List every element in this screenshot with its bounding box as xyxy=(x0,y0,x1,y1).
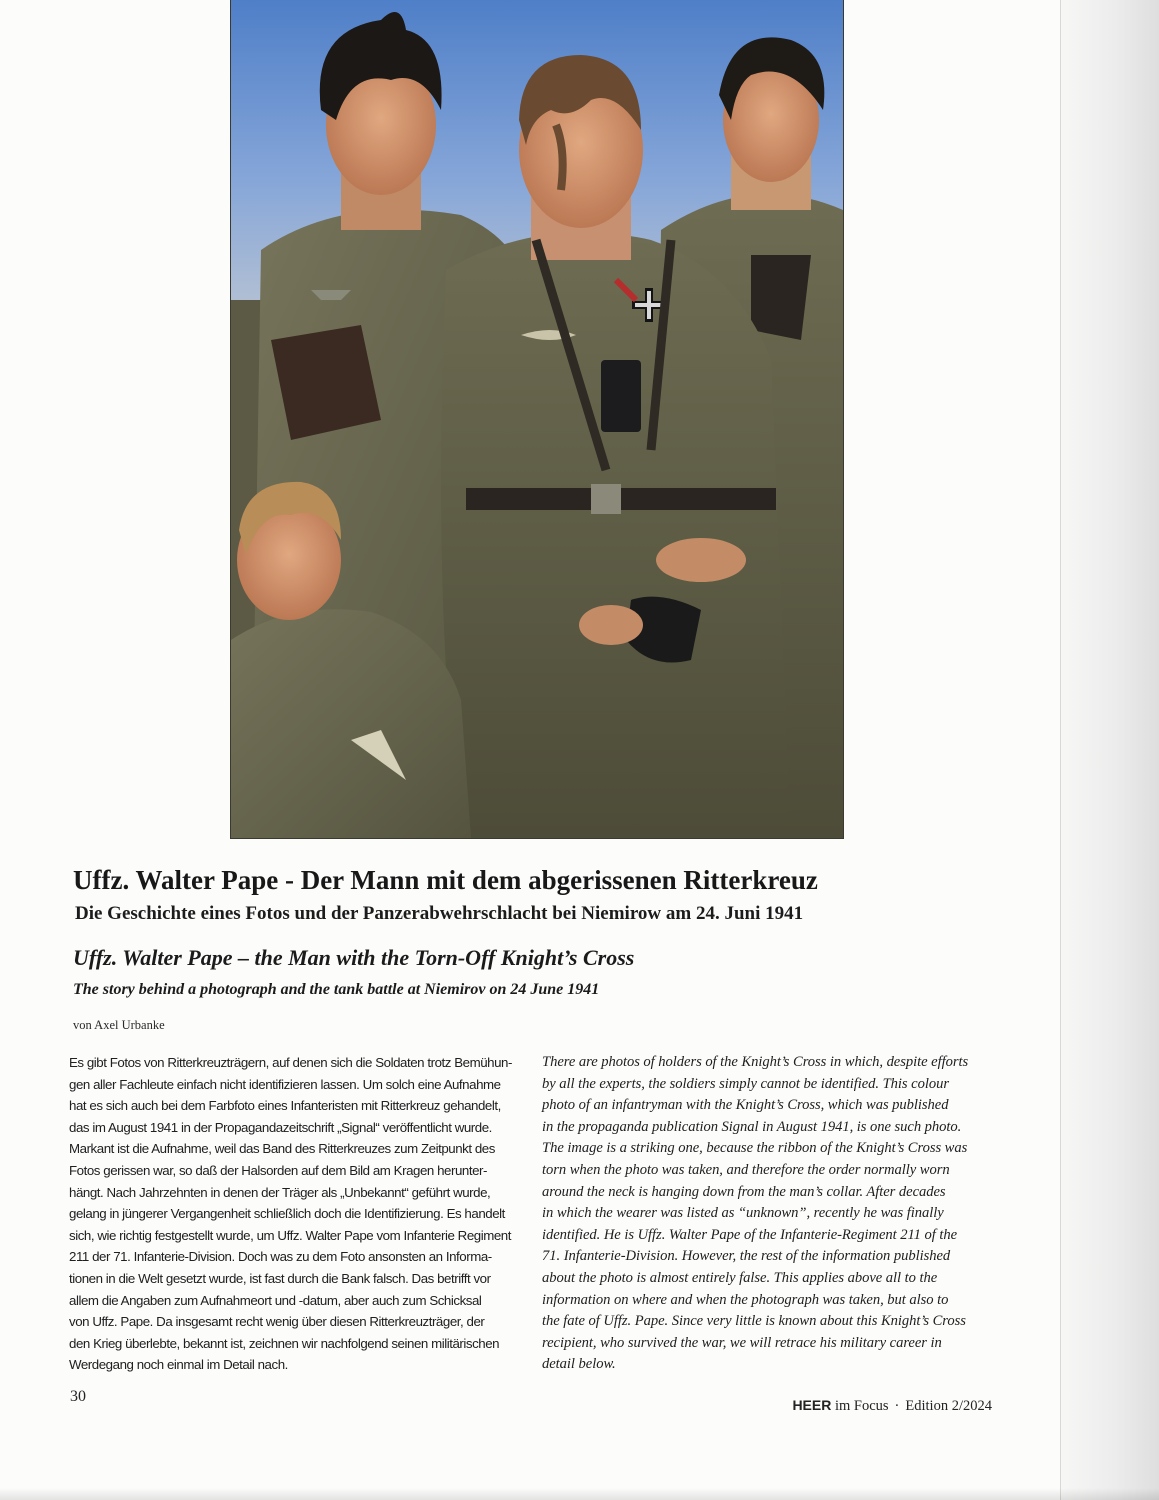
bottom-edge-shadow xyxy=(0,1488,1159,1500)
body-line: torn when the photo was taken, and therefore the order normally worn xyxy=(542,1161,950,1178)
body-line: in the propaganda publication Signal in August 1941, is one such photo. xyxy=(542,1118,962,1135)
body-line: den Krieg überlebte, bekannt ist, zeichnen wir nachfolgend seinen militärischen xyxy=(69,1335,500,1351)
body-line: information on where and when the photograph was taken, but also to xyxy=(542,1291,949,1308)
body-line: There are photos of holders of the Knight’s Cross in which, despite efforts xyxy=(542,1054,969,1070)
body-line: The image is a striking one, because the ribbon of the Knight’s Cross was xyxy=(542,1140,968,1157)
footer-separator: · xyxy=(894,1398,900,1414)
soldiers-photo xyxy=(231,0,843,838)
body-line: in which the wearer was listed as “unknown”, recently he was finally xyxy=(542,1205,944,1222)
body-line: Markant ist die Aufnahme, weil das Band des Ritterkreuzes zum Zeitpunkt des xyxy=(69,1141,495,1157)
body-line: hängt. Nach Jahrzehnten in denen der Träger als „Unbekannt“ geführt wurde, xyxy=(69,1184,491,1200)
body-line: Fotos gerissen war, so daß der Halsorden auf dem Bild am Kragen herunter- xyxy=(69,1162,487,1178)
body-line: identified. He is Uffz. Walter Pape of the Infanterie-Regiment 211 of the xyxy=(542,1226,958,1243)
article-title-german: Uffz. Walter Pape - Der Mann mit dem abgerissenen Ritterkreuz xyxy=(73,865,818,895)
article-subtitle-english: The story behind a photograph and the tank battle at Niemirov on 24 June 1941 xyxy=(73,981,600,998)
page-edge-line xyxy=(1060,0,1061,1500)
body-line: detail below. xyxy=(542,1356,616,1373)
body-line: gen aller Fachleute einfach nicht identifizieren lassen. Um solch eine Aufnahme xyxy=(69,1076,501,1092)
article-title-english: Uffz. Walter Pape – the Man with the Torn-Off Knight’s Cross xyxy=(73,945,635,970)
body-line: allem die Angaben zum Aufnahmeort und -datum, aber auch zum Schicksal xyxy=(69,1292,482,1308)
body-line: Werdegang noch einmal im Detail nach. xyxy=(69,1357,288,1373)
edition-label: Edition 2/2024 xyxy=(905,1398,992,1414)
body-column-german xyxy=(69,1052,519,1376)
body-line: by all the experts, the soldiers simply cannot be identified. This colour xyxy=(542,1075,949,1092)
body-line: sich, wie richtig festgestellt wurde, um Uffz. Walter Pape vom Infanterie Regiment xyxy=(69,1227,511,1243)
body-line: 71. Infanterie-Division. However, the rest of the information published xyxy=(542,1248,951,1265)
page-number: 30 xyxy=(70,1388,86,1405)
footer-publication xyxy=(792,1397,992,1415)
body-line: around the neck is hanging down from the man’s collar. After decades xyxy=(542,1183,946,1200)
body-line: about the photo is almost entirely false. This applies above all to the xyxy=(542,1269,938,1286)
body-line: recipient, who survived the war, we will retrace his military career in xyxy=(542,1334,942,1351)
body-line: von Uffz. Pape. Da insgesamt recht wenig über diesen Ritterkreuzträger, der xyxy=(69,1314,485,1330)
publication-name-rest: im Focus xyxy=(834,1398,889,1414)
body-line: gelang in jüngerer Vergangenheit schließlich doch die Identifizierung. Es handelt xyxy=(69,1206,505,1222)
body-line: photo of an infantryman with the Knight’s Cross, which was published xyxy=(542,1097,949,1114)
body-line: tionen in die Welt gesetzt wurde, ist fast durch die Bank falsch. Das betrifft vor xyxy=(69,1270,491,1286)
body-line: Es gibt Fotos von Ritterkreuzträgern, auf denen sich die Soldaten trotz Bemühun- xyxy=(69,1055,512,1070)
body-line: 211 der 71. Infanterie-Division. Doch was zu dem Foto ansonsten an Informa- xyxy=(69,1249,492,1265)
page-edge xyxy=(1061,0,1159,1500)
byline: von Axel Urbanke xyxy=(73,1018,165,1032)
publication-name-bold: HEER xyxy=(792,1397,832,1413)
article-subtitle-german: Die Geschichte eines Fotos und der Panzerabwehrschlacht bei Niemirow am 24. Juni 1941 xyxy=(75,903,804,924)
body-column-english xyxy=(542,1052,1002,1376)
body-line: hat es sich auch bei dem Farbfoto eines Infanteristen mit Ritterkreuz gehandelt, xyxy=(69,1098,501,1114)
body-line: the fate of Uffz. Pape. Since very little is known about this Knight’s Cross xyxy=(542,1313,966,1330)
body-line: das im August 1941 in der Propagandazeitschrift „Signal“ veröffentlicht wurde. xyxy=(69,1119,492,1135)
